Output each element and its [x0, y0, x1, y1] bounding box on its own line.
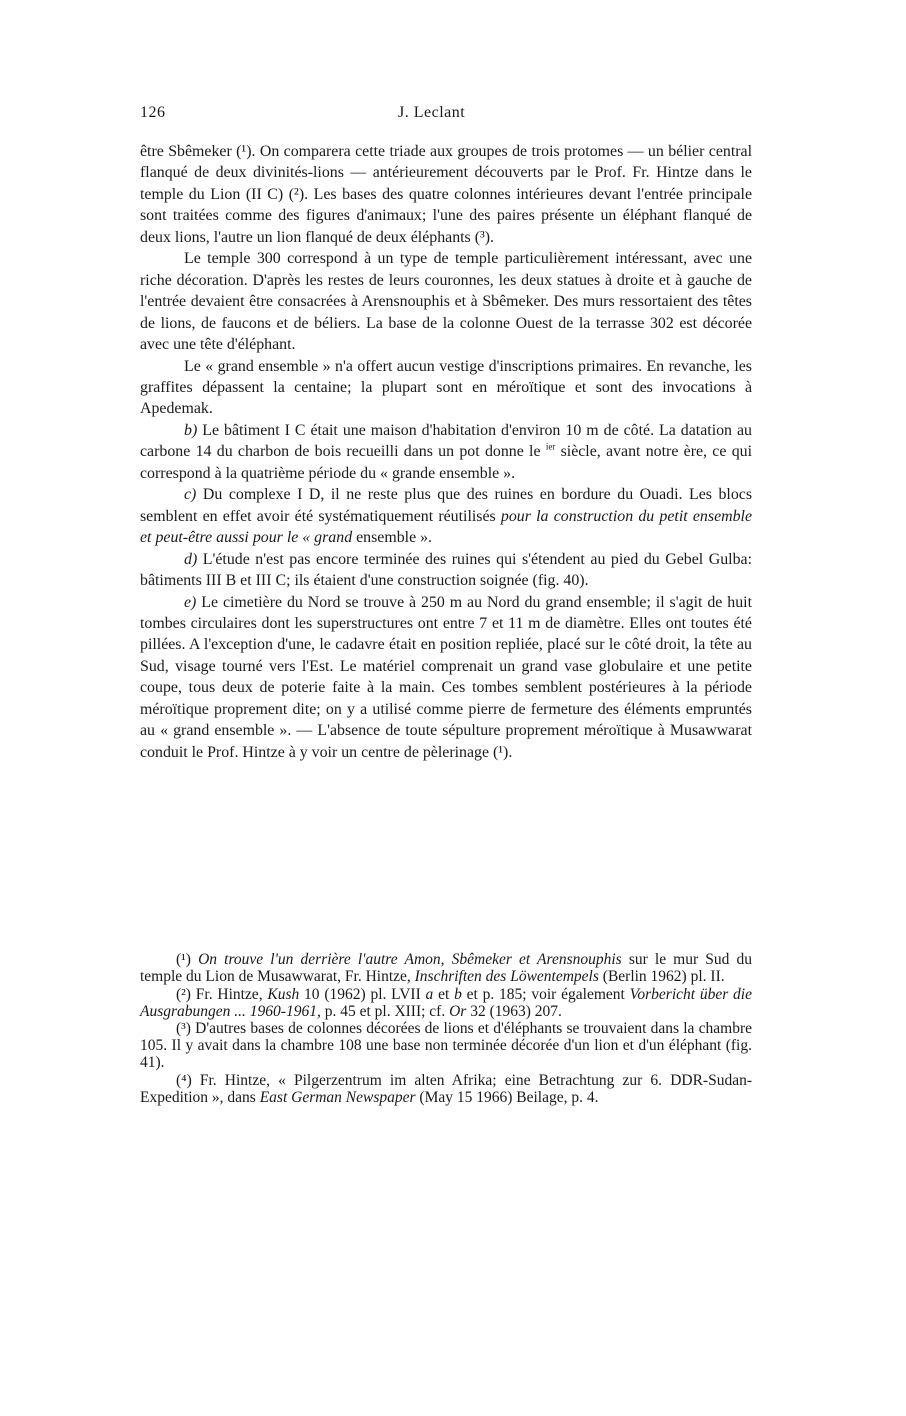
paragraph-6-text: L'étude n'est pas encore terminée des ruines qui s'étendent au pied du Gebel Gulba: bâtiments III B et III C; ils étaient d'une construction soignée (fig. 40).	[140, 550, 752, 590]
footnote-2-text-f: 32 (1963) 207.	[466, 1002, 562, 1020]
paragraph-5-italic: pour la construction du petit ensemble et peut-être aussi pour le « grand	[140, 507, 753, 547]
footnote-2-plate-a: a	[425, 985, 434, 1003]
paragraph-5-label: c)	[184, 486, 197, 504]
footnote-4-title: East German Newspaper	[259, 1088, 416, 1106]
footnote-4-mark: (⁴)	[176, 1071, 192, 1089]
footnote-2-text-b: 10 (1962) pl. LVII	[299, 985, 426, 1003]
paragraph-4-text-a: Le bâtiment I C était une maison d'habitation d'environ 10 m de côté. La datation au carbone 14 du charbon de bois recueilli dans un pot donne le	[140, 421, 752, 461]
footnote-2-journal: Kush	[267, 985, 300, 1003]
footnote-4-text-b: (May 15 1966) Beilage, p. 4.	[415, 1088, 599, 1106]
footnote-3-mark: (³)	[176, 1020, 191, 1037]
footnote-2-text-d: et p. 185; voir également	[461, 985, 630, 1003]
footnote-2-mark: (²)	[176, 985, 191, 1003]
document-page	[140, 0, 752, 1416]
footnote-1-text-a: sur le mur Sud du temple du Lion de Musawwarat, Fr. Hintze,	[140, 951, 753, 985]
paragraph-4-superscript: ier	[545, 442, 556, 453]
footnote-2-title: Vorbericht über die Ausgrabungen ... 1960-1961,	[140, 985, 752, 1020]
paragraph-7-label: e)	[184, 593, 197, 611]
body-text	[140, 141, 752, 763]
paragraph-1: être Sbêmeker (¹). On comparera cette triade aux groupes de trois protomes — un bélier central flanqué de deux divinités-lions — antérieurement découverts par le Prof. Fr. Hintze dans le temple du Lion (II C) (²). Les bases des quatre colonnes intérieures devant l'entrée principale sont traitées comme des figures d'animaux; l'une des paires présente un éléphant flanqué de deux lions, l'autre un lion flanqué de deux éléphants (³).	[140, 143, 752, 246]
paragraph-6-label: d)	[184, 550, 198, 568]
page-number: 126	[140, 104, 166, 121]
footnote-3	[140, 1020, 752, 1071]
header-author: J. Leclant	[398, 104, 466, 121]
footnote-1-title: Inschriften des Löwentempels	[414, 968, 599, 985]
paragraph-2: Le temple 300 correspond à un type de temple particulièrement intéressant, avec une riche décoration. D'après les restes de leurs couronnes, les deux statues à droite et à gauche de l'entrée devaient être consacrées à Arensnouphis et à Sbêmeker. Des murs ressortaient des têtes de lions, de faucons et de béliers. La base de la colonne Ouest de la terrasse 302 est décorée avec une tête d'éléphant.	[140, 250, 752, 354]
paragraph-7	[140, 592, 752, 764]
paragraph-4-text-b: siècle, avant notre ère, ce qui correspond à la quatrième période du « grande ensemble ».	[140, 443, 752, 482]
footnote-2-text-a: Fr. Hintze,	[190, 985, 268, 1003]
paragraph-4-label: b)	[184, 421, 198, 439]
footnotes	[140, 951, 752, 1106]
footnote-2	[140, 986, 752, 1020]
footnote-2-or: Or	[449, 1002, 467, 1020]
paragraph-6	[140, 549, 752, 592]
footnote-1-text-b: (Berlin 1962) pl. II.	[598, 968, 725, 985]
paragraph-4	[140, 420, 752, 484]
footnote-2-text-c: et	[433, 985, 455, 1003]
footnote-2-text-e: p. 45 et pl. XIII; cf.	[320, 1002, 450, 1020]
footnote-1-mark: (¹)	[176, 951, 191, 968]
paragraph-5	[140, 484, 752, 548]
footnote-1	[140, 951, 752, 985]
footnote-1-italic: On trouve l'un derrière l'autre Amon, Sbêmeker et Arensnouphis	[190, 951, 622, 968]
running-head	[140, 104, 752, 126]
paragraph-5-text-a: Du complexe I D, il ne reste plus que des ruines en bordure du Ouadi. Les blocs semblent en effet avoir été systématiquement réutilisés	[140, 486, 752, 525]
paragraph-3: Le « grand ensemble » n'a offert aucun vestige d'inscriptions primaires. En revanche, les graffites dépassent la centaine; la plupart sont en méroïtique et sont des invocations à Apedemak.	[140, 357, 752, 418]
footnote-4	[140, 1072, 752, 1106]
paragraph-7-text: Le cimetière du Nord se trouve à 250 m au Nord du grand ensemble; il s'agit de huit tombes circulaires dont les superstructures ont entre 7 et 11 m de diamètre. Elles ont toutes été pillées. A l'exception d'une, le cadavre était en position repliée, placé sur le côté droit, la tête au Sud, visage tourné vers l'Est. Le matériel comprenait un grand vase globulaire et une petite coupe, tous deux de poterie faite à la main. Ces tombes semblent postérieures à la période méroïtique proprement dite; on y a utilisé comme pierre de fermeture des éléments empruntés au « grand ensemble ». — L'absence de toute sépulture proprement méroïtique à Musawwarat conduit le Prof. Hintze à y voir un centre de pèlerinage (¹).	[140, 593, 752, 761]
footnote-2-plate-b: b	[454, 985, 462, 1003]
paragraph-5-text-b: ensemble ».	[352, 529, 433, 547]
footnote-4-text-a: Fr. Hintze, « Pilgerzentrum im alten Afrika; eine Betrachtung zur 6. DDR-Sudan-Expedition », dans	[140, 1071, 752, 1106]
footnote-3-text: D'autres bases de colonnes décorées de lions et d'éléphants se trouvaient dans la chambre 105. Il y avait dans la chambre 108 une base non terminée décorée d'un lion et d'un éléphant (fig. 41).	[140, 1020, 752, 1071]
